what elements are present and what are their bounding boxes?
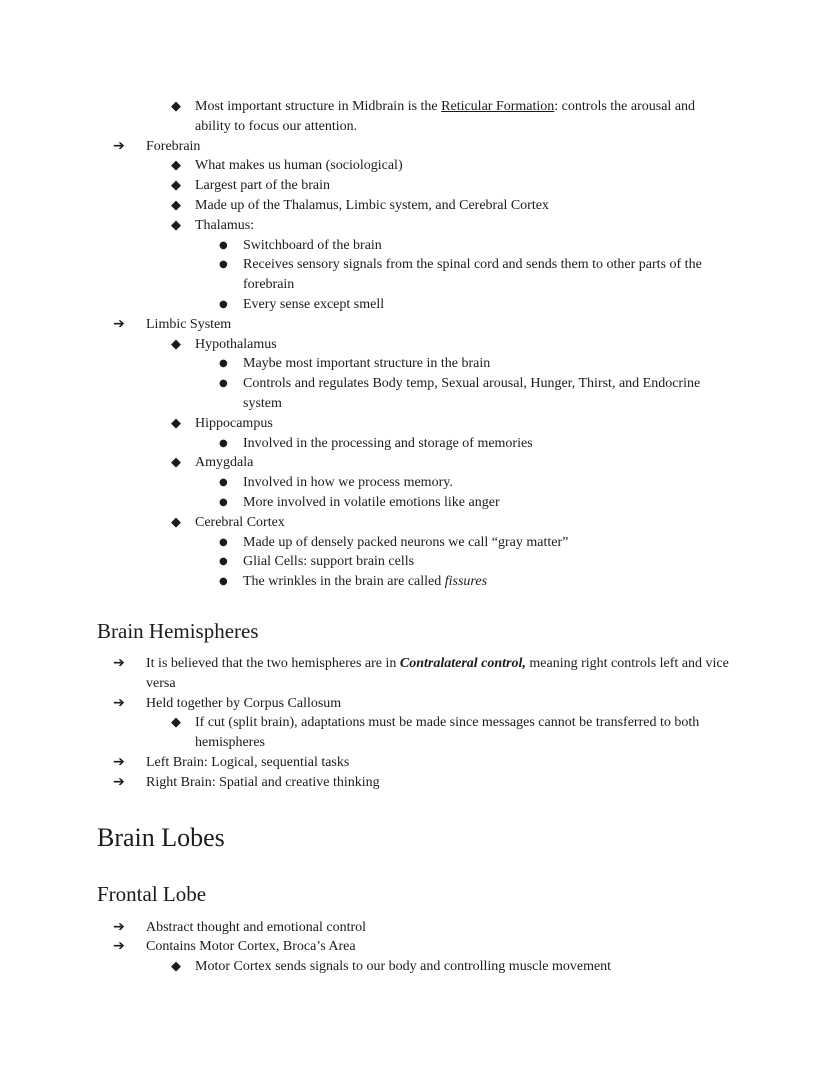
document-page: [97, 97, 731, 977]
list-item-thalamus-smell: [97, 295, 731, 315]
list-item-text: Forebrain: [146, 138, 201, 154]
underlined-text: Reticular Formation: [441, 99, 555, 114]
list-item-abstract-thought: [97, 918, 731, 938]
list-item-text: Limbic System: [146, 316, 232, 332]
list-item-hypothalamus-controls: [97, 374, 731, 414]
diamond-bullet-icon: ◆: [171, 336, 181, 352]
list-item-left-brain: [97, 753, 731, 773]
list-item-text: Maybe most important structure in the brain: [243, 356, 491, 372]
dot-bullet-icon: ●: [219, 259, 228, 271]
list-item-motor-cortex-broca: [97, 937, 731, 957]
diamond-bullet-icon: ◆: [171, 715, 181, 731]
list-item-text: If cut (split brain), adaptations must be made since messages cannot be transferred to both hemispheres: [195, 715, 700, 751]
list-item-thalamus-switchboard: [97, 236, 731, 256]
list-item-text: Glial Cells: support brain cells: [243, 554, 415, 570]
list-item-reticular-formation: [97, 97, 731, 137]
list-item-corpus-callosum: [97, 694, 731, 714]
list-item-limbic-system: [97, 315, 731, 335]
text-segment: meaning right controls left and vice versa: [146, 655, 729, 691]
arrow-bullet-icon: ➔: [113, 918, 125, 935]
bold-italic-text: Contralateral control,: [399, 655, 526, 671]
list-item-text: More involved in volatile emotions like anger: [243, 494, 500, 510]
arrow-bullet-icon: ➔: [113, 938, 125, 955]
list-item-text: Switchboard of the brain: [243, 237, 382, 253]
list-item-forebrain-madeup: [97, 196, 731, 216]
list-item-text: Largest part of the brain: [195, 178, 331, 194]
dot-bullet-icon: ●: [219, 239, 228, 251]
dot-bullet-icon: ●: [219, 536, 228, 548]
list-item-contralateral: [97, 654, 731, 694]
text-segment: Most important structure in Midbrain is the: [195, 99, 442, 114]
arrow-bullet-icon: ➔: [113, 654, 125, 671]
arrow-bullet-icon: ➔: [113, 315, 125, 332]
diamond-bullet-icon: ◆: [171, 99, 181, 114]
list-item-text: Left Brain: Logical, sequential tasks: [146, 754, 350, 770]
diamond-bullet-icon: ◆: [171, 217, 181, 233]
diamond-bullet-icon: ◆: [171, 959, 181, 975]
list-item-hypothalamus-important: [97, 354, 731, 374]
italic-text: fissures: [444, 574, 488, 590]
diamond-bullet-icon: ◆: [171, 415, 181, 431]
list-item-forebrain-human: [97, 156, 731, 176]
list-item-text: Amygdala: [195, 455, 254, 471]
heading-brain-lobes: Brain Lobes: [97, 822, 225, 852]
list-item-text: Receives sensory signals from the spinal cord and sends them to other parts of the forebrain: [243, 257, 702, 293]
list-item-text: Right Brain: Spatial and creative thinking: [146, 774, 380, 790]
dot-bullet-icon: ●: [219, 477, 228, 489]
list-item-right-brain: [97, 773, 731, 793]
list-item-split-brain: [97, 713, 731, 753]
list-item-text: Hippocampus: [195, 415, 273, 431]
arrow-bullet-icon: ➔: [113, 137, 125, 154]
list-item-thalamus-receives: [97, 255, 731, 295]
list-item-text: Abstract thought and emotional control: [146, 919, 367, 935]
list-item-cerebral-cortex: [97, 513, 731, 533]
dot-bullet-icon: ●: [219, 358, 228, 370]
list-item-forebrain-largest: [97, 176, 731, 196]
list-item-text: Involved in the processing and storage of memories: [243, 435, 533, 451]
list-item-text: [146, 656, 729, 691]
list-item-cortex-graymatter: [97, 533, 731, 553]
dot-bullet-icon: ●: [219, 298, 228, 310]
list-item-text: Motor Cortex sends signals to our body and controlling muscle movement: [195, 959, 612, 975]
text-segment: The wrinkles in the brain are called: [243, 574, 445, 590]
text-segment: : controls the arousal and ability to focus our attention.: [195, 99, 696, 134]
list-item-text: Involved in how we process memory.: [243, 475, 453, 491]
list-item-text: Cerebral Cortex: [195, 514, 285, 530]
list-item-text: [195, 99, 695, 134]
list-item-hippocampus-memories: [97, 434, 731, 454]
diamond-bullet-icon: ◆: [171, 514, 181, 530]
list-item-hypothalamus: [97, 335, 731, 355]
dot-bullet-icon: ●: [219, 496, 228, 508]
list-item-cortex-fissures: [97, 572, 731, 592]
list-item-text: Held together by Corpus Callosum: [146, 695, 342, 711]
list-item-text: What makes us human (sociological): [195, 158, 403, 174]
list-item-text: [243, 574, 487, 589]
heading-frontal-lobe: Frontal Lobe: [97, 881, 207, 906]
diamond-bullet-icon: ◆: [171, 178, 181, 194]
list-item-amygdala: [97, 453, 731, 473]
arrow-bullet-icon: ➔: [113, 694, 125, 711]
list-item-text: Contains Motor Cortex, Broca’s Area: [146, 939, 356, 955]
heading-brain-hemispheres: Brain Hemispheres: [97, 618, 259, 643]
list-item-text: Made up of the Thalamus, Limbic system, and Cerebral Cortex: [195, 197, 549, 213]
list-item-text: Controls and regulates Body temp, Sexual arousal, Hunger, Thirst, and Endocrine system: [243, 376, 701, 411]
dot-bullet-icon: ●: [219, 576, 228, 588]
list-item-motor-cortex-signals: [97, 957, 731, 977]
list-item-amygdala-anger: [97, 493, 731, 513]
dot-bullet-icon: ●: [219, 378, 228, 390]
list-item-cortex-glial: [97, 552, 731, 572]
list-item-amygdala-memory: [97, 473, 731, 493]
list-item-forebrain: [97, 137, 731, 157]
list-item-text: Thalamus:: [195, 217, 255, 233]
arrow-bullet-icon: ➔: [113, 773, 125, 790]
list-item-text: Every sense except smell: [243, 296, 385, 312]
diamond-bullet-icon: ◆: [171, 455, 181, 471]
list-item-thalamus: [97, 216, 731, 236]
text-segment: It is believed that the two hemispheres are in: [146, 655, 400, 671]
diamond-bullet-icon: ◆: [171, 158, 181, 174]
dot-bullet-icon: ●: [219, 437, 228, 449]
list-item-text: Hypothalamus: [195, 336, 277, 352]
arrow-bullet-icon: ➔: [113, 753, 125, 770]
list-item-hippocampus: [97, 414, 731, 434]
list-item-text: Made up of densely packed neurons we call “gray matter”: [243, 534, 569, 550]
diamond-bullet-icon: ◆: [171, 197, 181, 213]
dot-bullet-icon: ●: [219, 556, 228, 568]
